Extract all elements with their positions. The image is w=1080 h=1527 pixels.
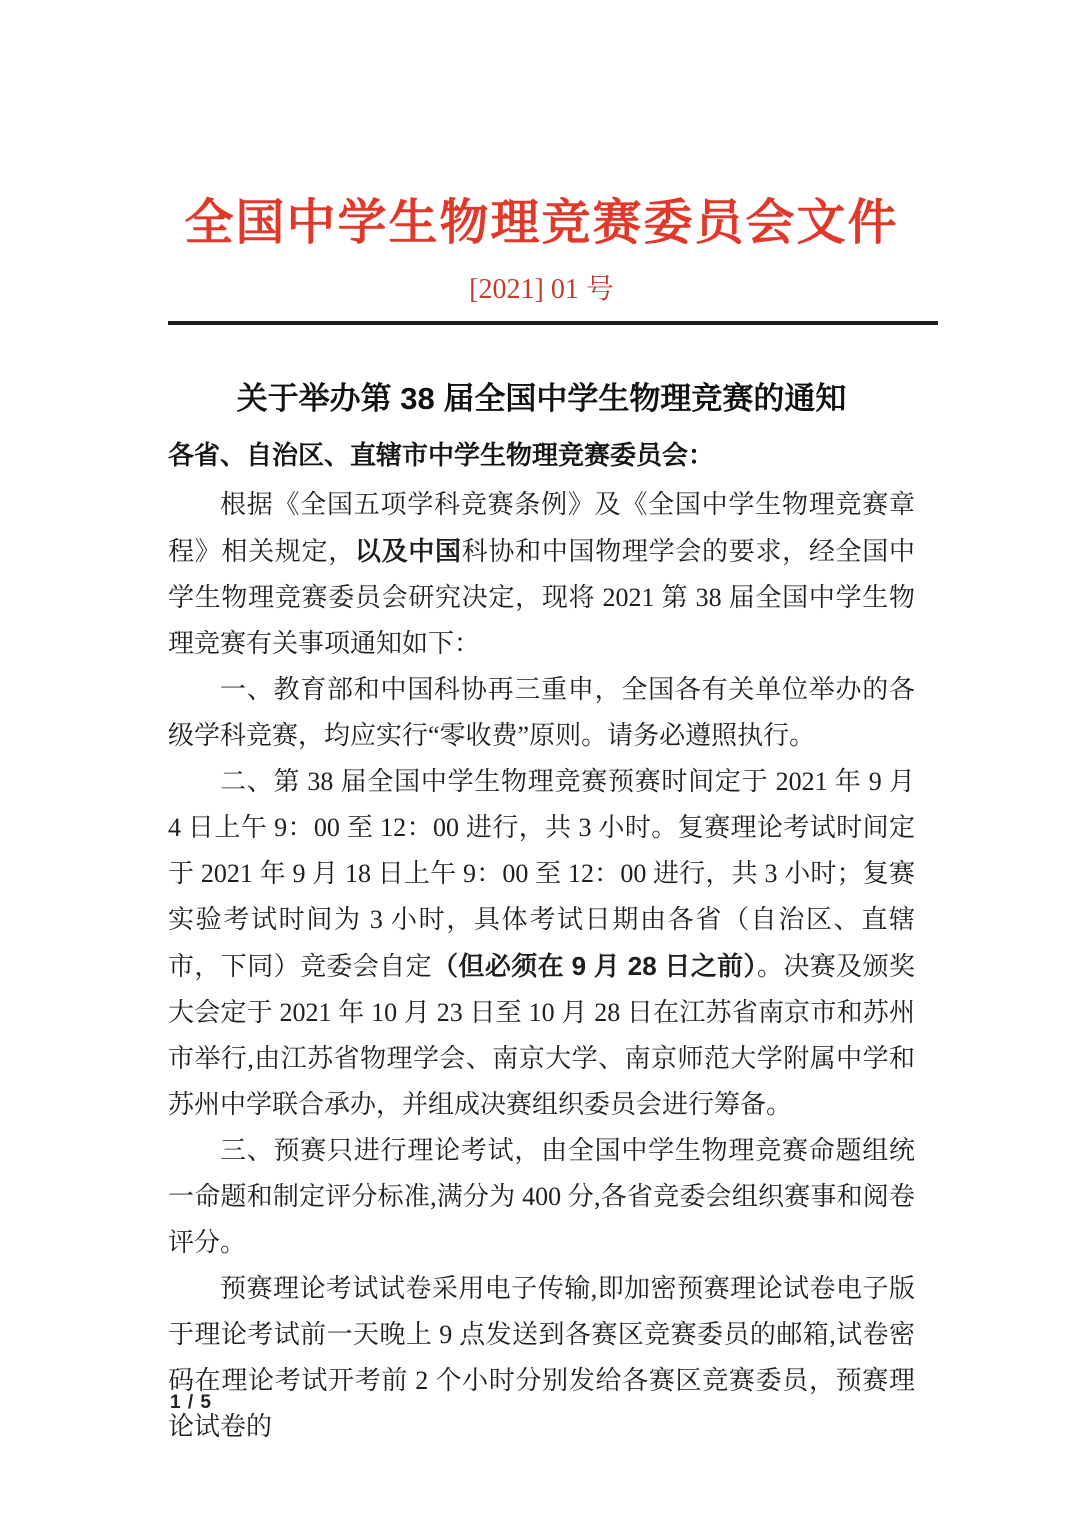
paragraph-text: 三、预赛只进行理论考试，由全国中学生物理竞赛命题组统一命题和制定评分标准,满分为 400 分,各省竞委会组织赛事和阅卷评分。 — [168, 1136, 915, 1258]
emphasis-text: （但必须在 9 月 28 日之前） — [432, 951, 757, 982]
body-paragraph-2 — [168, 667, 915, 759]
paragraph-text: 根据《全国五项学科竞赛条例》及《全国中学生物理竞赛章程》相关规定， — [168, 490, 915, 567]
salutation-line: 各省、自治区、直辖市中学生物理竞赛委员会： — [168, 439, 715, 470]
body-paragraph-1 — [168, 482, 915, 667]
body-paragraph-3 — [168, 759, 915, 1128]
body-paragraph-5 — [168, 1266, 915, 1450]
emphasis-text: 以及中国 — [354, 536, 462, 567]
paragraph-text: 二、第 38 届全国中学生物理竞赛预赛时间定于 2021 年 9 月 4 日上午 9：00 至 12：00 进行，共 3 小时。复赛理论考试时间定于 2021 年 9 月 18 日上午 9：00 至 12：00 进行，共 3 小时；复赛实验考试时间为 3 小时，具体考试日期由各省（自治区、直辖市，下同）竞委会自定 — [168, 767, 915, 982]
paragraph-text: 科协和中国物理学会的要求，经全国中学生物理竞赛委员会研究决定，现将 2021 第 38 届全国中学生物理竞赛有关事项通知如下： — [168, 537, 915, 659]
page-number: 1 / 5 — [170, 1392, 212, 1413]
document-title: 全国中学生物理竞赛委员会文件 — [184, 195, 899, 250]
body-paragraph-4 — [168, 1128, 915, 1266]
document-number: [2021] 01 号 — [469, 273, 614, 305]
paragraph-text: 一、教育部和中国科协再三重申，全国各有关单位举办的各级学科竞赛，均应实行“零收费”原则。请务必遵照执行。 — [168, 675, 915, 751]
paragraph-text: 预赛理论考试试卷采用电子传输,即加密预赛理论试卷电子版于理论考试前一天晚上 9 点发送到各赛区竞赛委员的邮箱,试卷密码在理论考试开考前 2 个小时分别发给各赛区竞赛委员，预赛理论试卷的 — [168, 1274, 915, 1442]
notice-heading: 关于举办第 38 届全国中学生物理竞赛的通知 — [236, 380, 847, 416]
notice-body — [168, 472, 915, 1450]
paragraph-text: 。决赛及颁奖大会定于 2021 年 10 月 23 日至 10 月 28 日在江苏省南京市和苏州市举行,由江苏省物理学会、南京大学、南京师范大学附属中学和苏州中学联合承办，并组成决赛组织委员会进行筹备。 — [168, 952, 915, 1120]
